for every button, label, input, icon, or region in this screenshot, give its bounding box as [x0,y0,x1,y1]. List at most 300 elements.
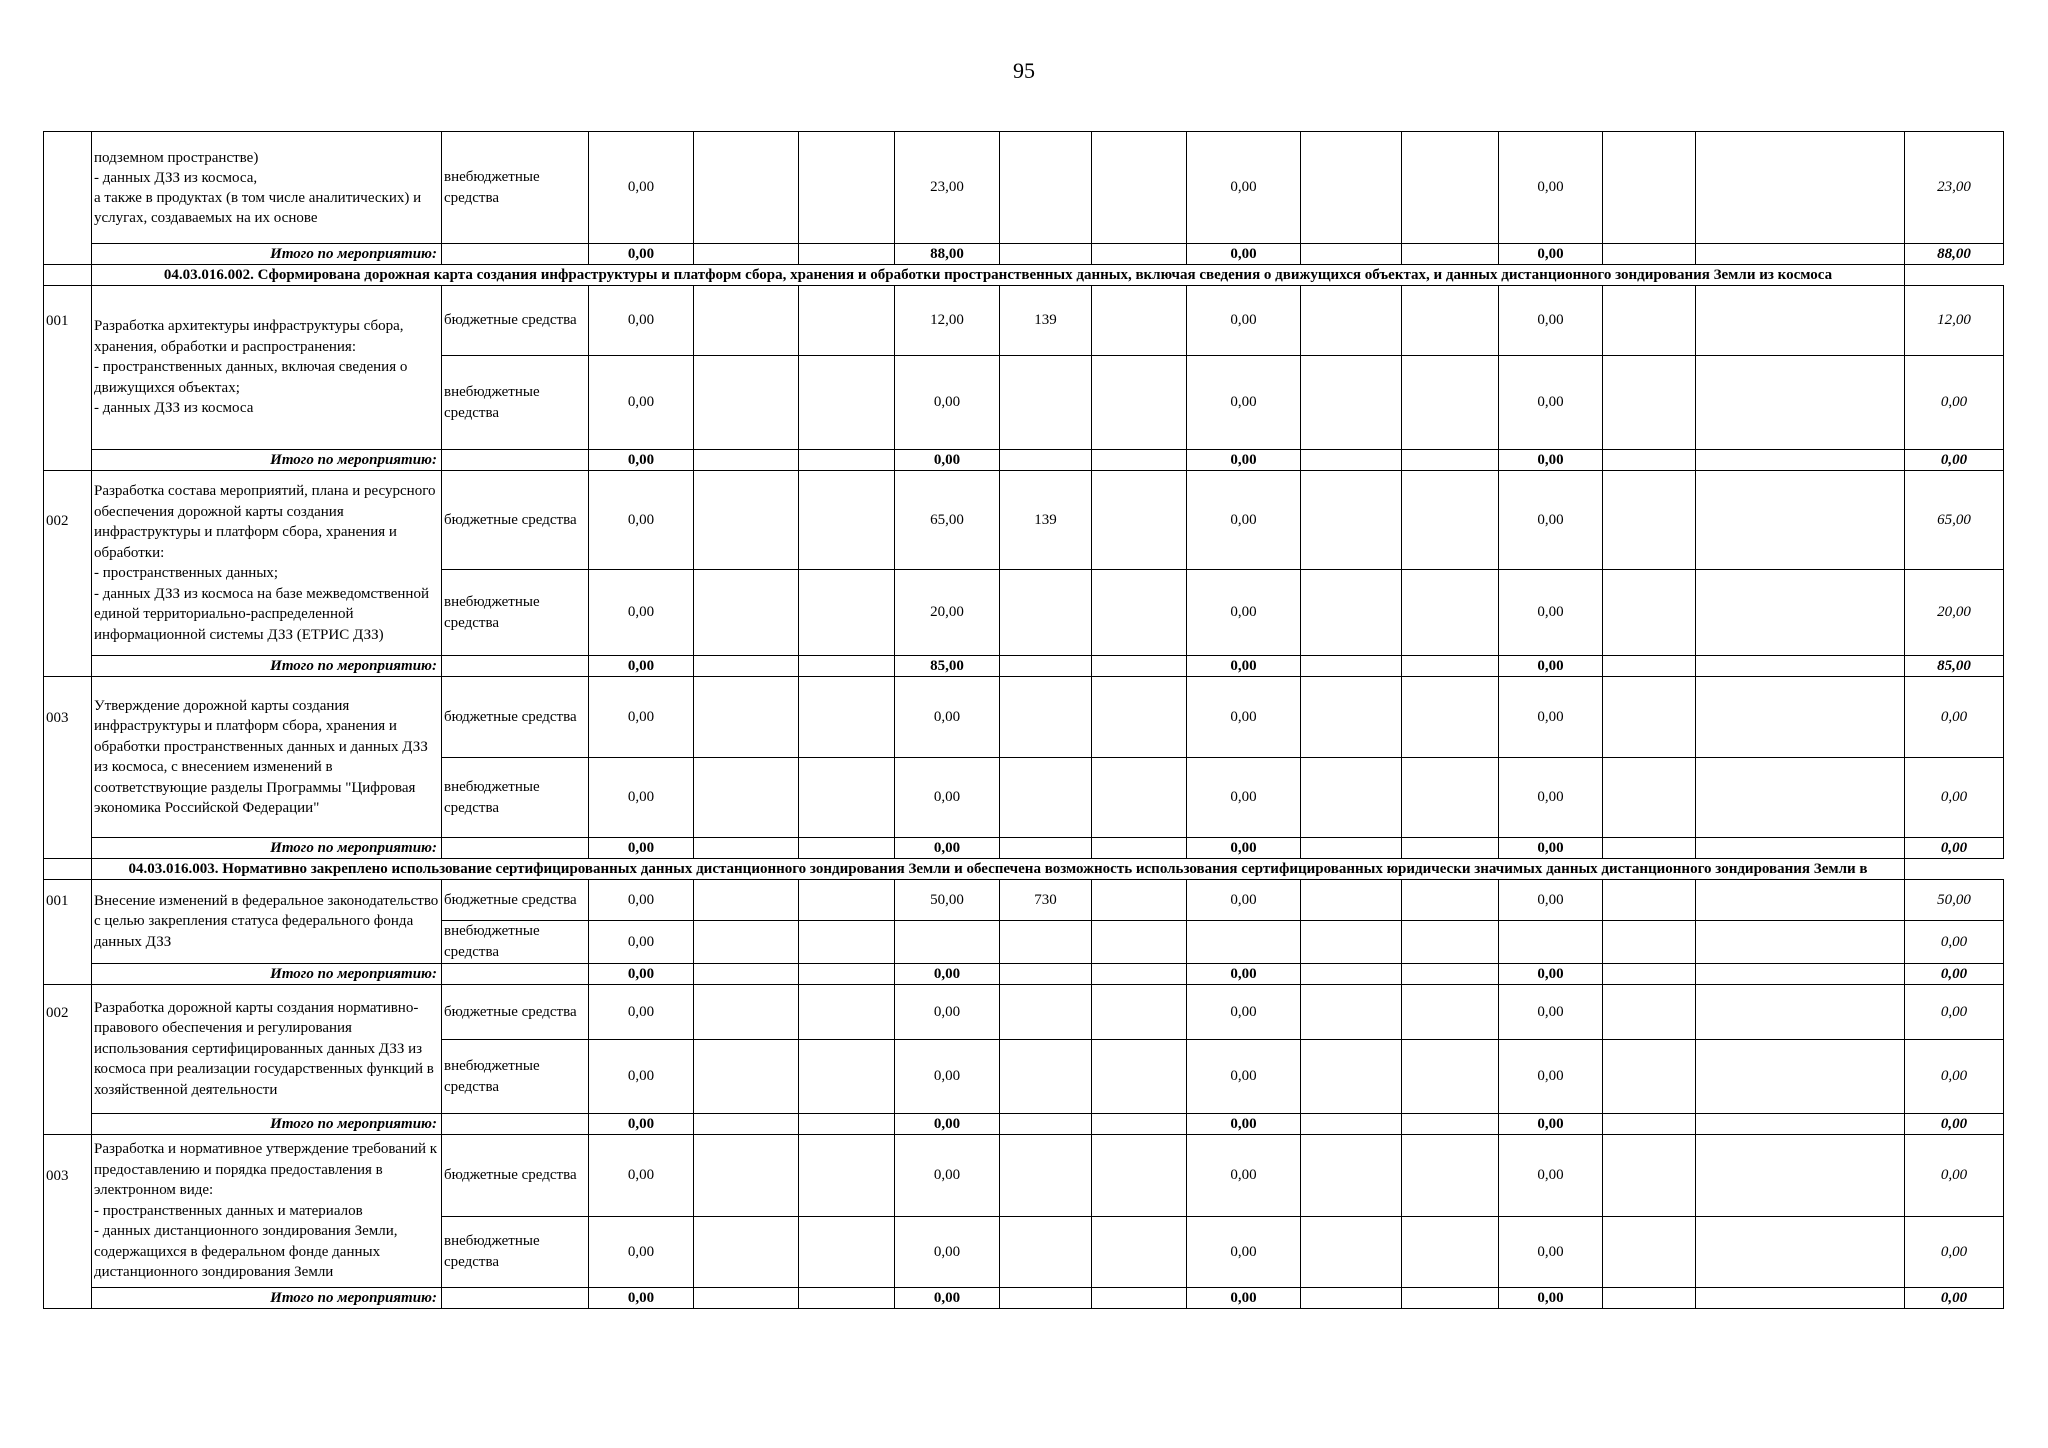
funding-source: бюджетные средства [442,880,589,921]
total-value-cell [1402,1114,1499,1135]
total-value-cell: 0,00 [1187,1114,1301,1135]
value-cell [1402,758,1499,838]
event-code: 003 [44,677,92,859]
value-cell [1000,570,1092,656]
total-value-cell: 0,00 [589,656,694,677]
total-value-cell [1696,244,1905,265]
table-row [44,471,2004,570]
total-value-cell: 0,00 [895,838,1000,859]
value-cell [1402,1040,1499,1114]
value-cell [1301,880,1402,921]
value-cell [799,132,895,244]
total-value-cell [799,838,895,859]
empty-cell [442,656,589,677]
value-cell [1603,286,1696,356]
value-cell [1092,471,1187,570]
table-row [44,132,2004,244]
value-cell [1696,758,1905,838]
value-cell [1092,985,1187,1040]
value-cell: 0,00 [589,921,694,964]
total-value-cell: 0,00 [1499,964,1603,985]
value-cell: 0,00 [1499,570,1603,656]
total-value-cell: 0,00 [589,1114,694,1135]
total-value-cell: 0,00 [1905,838,2004,859]
funding-source: бюджетные средства [442,677,589,758]
empty-cell [442,1288,589,1309]
total-value-cell [1696,1288,1905,1309]
value-cell: 0,00 [1905,758,2004,838]
value-cell: 0,00 [1499,880,1603,921]
event-description: Утверждение дорожной карты создания инфраструктуры и платформ сбора, хранения и обработки пространственных данных и данных ДЗЗ из космоса, с внесением изменений в соответствующие разделы Программы "Цифровая экономика Российской Федерации" [92,677,442,838]
value-cell [1696,985,1905,1040]
funding-source: внебюджетные средства [442,758,589,838]
total-value-cell [1301,1114,1402,1135]
value-cell: 0,00 [1905,356,2004,450]
event-code: 001 [44,880,92,985]
value-cell [1000,1040,1092,1114]
total-value-cell: 0,00 [589,450,694,471]
value-cell [1603,1217,1696,1288]
value-cell [799,1040,895,1114]
value-cell [1696,570,1905,656]
value-cell [1301,921,1402,964]
value-cell [1603,471,1696,570]
value-cell [1301,985,1402,1040]
value-cell [1696,132,1905,244]
value-cell: 0,00 [589,758,694,838]
section-row [44,859,2004,880]
total-value-cell: 0,00 [1187,964,1301,985]
funding-table [43,131,2004,1309]
funding-source: бюджетные средства [442,985,589,1040]
value-cell [1000,1217,1092,1288]
total-value-cell [694,656,799,677]
value-cell: 0,00 [1187,356,1301,450]
total-label: Итого по мероприятию: [92,964,442,985]
empty-cell [442,450,589,471]
value-cell [799,570,895,656]
value-cell [694,570,799,656]
value-cell: 0,00 [1499,1135,1603,1217]
total-value-cell: 0,00 [1499,838,1603,859]
value-cell: 0,00 [589,880,694,921]
value-cell [1301,471,1402,570]
value-cell: 0,00 [1499,677,1603,758]
total-value-cell: 0,00 [1499,1114,1603,1135]
total-value-cell [1092,656,1187,677]
value-cell [1402,985,1499,1040]
value-cell: 65,00 [1905,471,2004,570]
total-value-cell: 0,00 [1187,838,1301,859]
total-value-cell [1301,656,1402,677]
value-cell [1499,921,1603,964]
value-cell [694,132,799,244]
value-cell: 0,00 [589,132,694,244]
table-row [44,286,2004,356]
value-cell: 23,00 [1905,132,2004,244]
value-cell [799,356,895,450]
value-cell [1603,132,1696,244]
value-cell [1402,356,1499,450]
value-cell [1696,880,1905,921]
total-value-cell [1696,838,1905,859]
value-cell: 0,00 [895,1217,1000,1288]
funding-source: бюджетные средства [442,471,589,570]
value-cell [1603,356,1696,450]
value-cell [1000,1135,1092,1217]
value-cell [1603,570,1696,656]
total-value-cell: 0,00 [589,838,694,859]
event-code: 002 [44,985,92,1135]
total-value-cell [1603,964,1696,985]
total-value-cell: 0,00 [589,244,694,265]
table-row [44,880,2004,921]
value-cell [1092,286,1187,356]
total-value-cell [799,1114,895,1135]
total-label: Итого по мероприятию: [92,1288,442,1309]
value-cell: 0,00 [1187,1217,1301,1288]
total-value-cell [1603,450,1696,471]
total-value-cell [1092,244,1187,265]
value-cell: 0,00 [1187,758,1301,838]
total-value-cell [1696,450,1905,471]
value-cell: 0,00 [1905,921,2004,964]
value-cell [694,921,799,964]
value-cell [799,880,895,921]
total-value-cell [694,838,799,859]
empty-cell [442,964,589,985]
total-value-cell [1603,656,1696,677]
value-cell [1696,1217,1905,1288]
total-value-cell [799,1288,895,1309]
value-cell [1696,356,1905,450]
value-cell: 12,00 [1905,286,2004,356]
value-cell [1696,471,1905,570]
value-cell: 0,00 [589,1135,694,1217]
table-row [44,985,2004,1040]
table-row [44,677,2004,758]
section-title: 04.03.016.003. Нормативно закреплено использование сертифицированных данных дистанционного зондирования Земли и обеспечена возможность использования сертифицированных юридически значимых данных дистанционного зондирования Земли в [92,859,1905,880]
value-cell: 0,00 [895,356,1000,450]
value-cell [1402,677,1499,758]
value-cell [1000,132,1092,244]
event-code: 001 [44,286,92,471]
value-cell [1402,1135,1499,1217]
value-cell [895,921,1000,964]
section-title: 04.03.016.002. Сформирована дорожная карта создания инфраструктуры и платформ сбора, хранения и обработки пространственных данных, включая сведения о движущихся объектах, и данных дистанционного зондирования Земли из космоса [92,265,1905,286]
total-value-cell: 0,00 [1187,1288,1301,1309]
value-cell [1000,758,1092,838]
total-value-cell [694,244,799,265]
value-cell: 0,00 [589,570,694,656]
event-description: Разработка архитектуры инфраструктуры сбора, хранения, обработки и распространения: - пространственных данных, включая сведения о движущихся объектах; - данных ДЗЗ из космоса [92,286,442,450]
value-cell [1187,921,1301,964]
funding-source: бюджетные средства [442,1135,589,1217]
event-code-cell [44,132,92,265]
value-cell: 0,00 [1905,1135,2004,1217]
total-value-cell [1092,964,1187,985]
total-value-cell [1092,450,1187,471]
value-cell: 0,00 [1499,758,1603,838]
funding-source: бюджетные средства [442,286,589,356]
event-description: Разработка состава мероприятий, плана и ресурсного обеспечения дорожной карты создания инфраструктуры и платформ сбора, хранения и обработки: - пространственных данных; - данных ДЗЗ из космоса на базе межведомственной единой территориально-распределенной информационной системы ДЗЗ (ЕТРИС ДЗЗ) [92,471,442,656]
value-cell [1696,921,1905,964]
value-cell [1301,356,1402,450]
value-cell: 0,00 [589,985,694,1040]
total-value-cell [694,1114,799,1135]
value-cell [1092,1217,1187,1288]
value-cell [694,880,799,921]
total-value-cell: 85,00 [1905,656,2004,677]
value-cell [1696,1040,1905,1114]
value-cell [1092,677,1187,758]
total-value-cell [1092,1288,1187,1309]
total-value-cell: 85,00 [895,656,1000,677]
empty-cell [442,838,589,859]
value-cell [694,677,799,758]
funding-source: внебюджетные средства [442,921,589,964]
value-cell [1402,880,1499,921]
total-value-cell [1000,838,1092,859]
total-value-cell: 0,00 [589,1288,694,1309]
value-cell: 20,00 [1905,570,2004,656]
value-cell [694,985,799,1040]
value-cell [694,758,799,838]
value-cell: 0,00 [1187,1135,1301,1217]
value-cell: 139 [1000,286,1092,356]
total-value-cell [694,450,799,471]
value-cell [1000,985,1092,1040]
value-cell: 0,00 [589,286,694,356]
total-value-cell [694,1288,799,1309]
event-description: Разработка дорожной карты создания нормативно-правового обеспечения и регулирования использования сертифицированных данных ДЗЗ из космоса при реализации государственных функций в хозяйственной деятельности [92,985,442,1114]
total-value-cell: 0,00 [895,450,1000,471]
value-cell [1402,132,1499,244]
total-value-cell: 0,00 [1499,450,1603,471]
value-cell [1603,1040,1696,1114]
value-cell [1092,880,1187,921]
total-value-cell [1000,450,1092,471]
value-cell [1696,1135,1905,1217]
value-cell [1402,286,1499,356]
total-value-cell [1603,1114,1696,1135]
funding-source: внебюджетные средства [442,1217,589,1288]
value-cell [694,1040,799,1114]
value-cell [1402,1217,1499,1288]
value-cell [1092,132,1187,244]
value-cell [1603,921,1696,964]
total-value-cell: 0,00 [895,1114,1000,1135]
value-cell [1092,921,1187,964]
total-value-cell [1603,838,1696,859]
total-value-cell [799,244,895,265]
total-value-cell: 0,00 [1499,656,1603,677]
value-cell: 0,00 [895,985,1000,1040]
total-value-cell: 0,00 [1187,450,1301,471]
value-cell [1301,758,1402,838]
value-cell [1092,570,1187,656]
empty-cell [442,1114,589,1135]
total-value-cell [1301,1288,1402,1309]
value-cell [799,471,895,570]
total-value-cell: 0,00 [895,964,1000,985]
total-value-cell [1402,656,1499,677]
total-value-cell: 0,00 [1905,964,2004,985]
value-cell [1301,677,1402,758]
value-cell [799,677,895,758]
value-cell [799,985,895,1040]
value-cell [1603,1135,1696,1217]
value-cell: 139 [1000,471,1092,570]
value-cell: 0,00 [895,1040,1000,1114]
value-cell: 12,00 [895,286,1000,356]
total-value-cell [1402,244,1499,265]
value-cell [799,921,895,964]
total-value-cell [1000,1114,1092,1135]
value-cell [1696,286,1905,356]
total-value-cell [1092,838,1187,859]
total-row [44,656,2004,677]
event-code: 002 [44,471,92,677]
value-cell [1603,985,1696,1040]
total-value-cell [1000,964,1092,985]
total-value-cell [694,964,799,985]
total-value-cell: 0,00 [1905,450,2004,471]
value-cell [1092,1135,1187,1217]
total-value-cell: 0,00 [1187,656,1301,677]
value-cell: 0,00 [1187,286,1301,356]
total-value-cell [1402,964,1499,985]
value-cell [1301,132,1402,244]
value-cell [799,1135,895,1217]
total-value-cell [1301,244,1402,265]
value-cell [694,1135,799,1217]
total-value-cell [1000,656,1092,677]
value-cell: 0,00 [1905,1040,2004,1114]
value-cell [694,356,799,450]
value-cell: 0,00 [1499,1217,1603,1288]
value-cell [1092,356,1187,450]
value-cell [1000,921,1092,964]
total-value-cell [1402,1288,1499,1309]
value-cell [799,286,895,356]
event-description: Внесение изменений в федеральное законодательство с целью закрепления статуса федерального фонда данных ДЗЗ [92,880,442,964]
value-cell: 0,00 [1499,471,1603,570]
empty-cell [44,265,92,286]
value-cell [1301,1217,1402,1288]
total-value-cell: 0,00 [1905,1114,2004,1135]
funding-source: внебюджетные средства [442,570,589,656]
value-cell: 0,00 [1905,985,2004,1040]
value-cell: 20,00 [895,570,1000,656]
total-value-cell [1696,1114,1905,1135]
total-value-cell [1092,1114,1187,1135]
value-cell: 0,00 [1187,132,1301,244]
value-cell: 0,00 [1499,985,1603,1040]
total-row [44,244,2004,265]
total-row [44,1288,2004,1309]
value-cell: 23,00 [895,132,1000,244]
value-cell [1696,677,1905,758]
value-cell [1301,1040,1402,1114]
total-value-cell: 88,00 [895,244,1000,265]
value-cell: 0,00 [589,471,694,570]
value-cell: 65,00 [895,471,1000,570]
value-cell: 0,00 [1187,985,1301,1040]
total-value-cell: 0,00 [1499,1288,1603,1309]
value-cell: 0,00 [1905,1217,2004,1288]
empty-cell [442,244,589,265]
value-cell: 0,00 [1499,356,1603,450]
funding-source: внебюджетные средства [442,356,589,450]
total-value-cell [799,964,895,985]
total-value-cell: 0,00 [1905,1288,2004,1309]
total-value-cell [799,450,895,471]
value-cell: 0,00 [1187,677,1301,758]
value-cell [1402,921,1499,964]
value-cell: 0,00 [895,1135,1000,1217]
value-cell [1603,880,1696,921]
value-cell [799,758,895,838]
value-cell [1603,677,1696,758]
value-cell [1301,1135,1402,1217]
value-cell [1402,570,1499,656]
value-cell [1301,286,1402,356]
total-value-cell [1301,964,1402,985]
value-cell [1000,677,1092,758]
total-value-cell: 0,00 [1499,244,1603,265]
event-description: Разработка и нормативное утверждение требований к предоставлению и порядка предоставления в электронном виде: - пространственных данных и материалов - данных дистанционного зондирования Земли, содержащихся в федеральном фонде данных дистанционного зондирования Земли [92,1135,442,1288]
total-value-cell [1696,656,1905,677]
value-cell [1402,471,1499,570]
total-label: Итого по мероприятию: [92,1114,442,1135]
total-label: Итого по мероприятию: [92,656,442,677]
value-cell [694,471,799,570]
page-number: 95 [1013,58,1035,83]
value-cell: 0,00 [589,356,694,450]
total-value-cell: 0,00 [589,964,694,985]
empty-cell [44,859,92,880]
total-value-cell [1603,1288,1696,1309]
value-cell: 0,00 [1905,677,2004,758]
value-cell: 0,00 [589,677,694,758]
total-value-cell [1603,244,1696,265]
funding-source: внебюджетные средства [442,132,589,244]
table-row [44,1135,2004,1217]
total-label: Итого по мероприятию: [92,838,442,859]
value-cell [799,1217,895,1288]
value-cell [694,1217,799,1288]
total-label: Итого по мероприятию: [92,244,442,265]
total-label: Итого по мероприятию: [92,450,442,471]
total-value-cell [799,656,895,677]
value-cell: 0,00 [589,1217,694,1288]
value-cell: 0,00 [1187,1040,1301,1114]
total-row [44,450,2004,471]
value-cell [1000,356,1092,450]
total-value-cell [1402,838,1499,859]
total-value-cell [1301,450,1402,471]
total-value-cell [1402,450,1499,471]
value-cell: 730 [1000,880,1092,921]
value-cell [1603,758,1696,838]
value-cell: 50,00 [895,880,1000,921]
value-cell [1301,570,1402,656]
total-value-cell: 0,00 [895,1288,1000,1309]
total-row [44,838,2004,859]
event-code: 003 [44,1135,92,1309]
value-cell: 0,00 [895,758,1000,838]
